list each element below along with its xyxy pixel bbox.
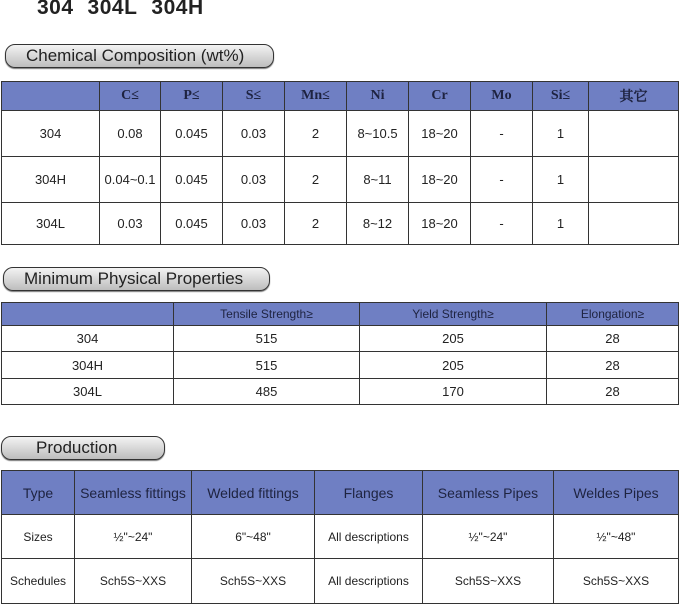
col-header (2, 303, 174, 326)
chemical-header-row (2, 82, 679, 111)
table-cell: 18~20 (409, 157, 471, 203)
table-cell: 304 (2, 111, 100, 157)
table-cell: 28 (547, 379, 679, 405)
table-cell: 0.03 (223, 157, 285, 203)
col-header-c: C≤ (100, 82, 161, 111)
table-cell: 205 (360, 352, 547, 379)
col-header-tensile: Tensile Strength≥ (174, 303, 360, 326)
physical-header-row (2, 303, 679, 326)
table-cell: 2 (285, 203, 347, 245)
col-header-mo: Mo (471, 82, 533, 111)
table-cell: 0.04~0.1 (100, 157, 161, 203)
table-cell: Schedules (2, 559, 75, 604)
table-cell: 0.08 (100, 111, 161, 157)
table-cell: All descriptions (315, 515, 423, 559)
table-cell: 304H (2, 157, 100, 203)
table-cell (589, 203, 679, 245)
table-cell: 18~20 (409, 111, 471, 157)
col-header-ni: Ni (347, 82, 409, 111)
table-cell: 0.03 (100, 203, 161, 245)
col-header (2, 82, 100, 111)
table-cell (589, 157, 679, 203)
grade-304h: 304H (151, 0, 204, 19)
table-cell: 304 (2, 326, 174, 352)
col-header-seamless-fittings: Seamless fittings (75, 471, 192, 515)
col-header-p: P≤ (161, 82, 223, 111)
col-header-seamless-pipes: Seamless Pipes (423, 471, 554, 515)
table-cell: 8~11 (347, 157, 409, 203)
table-cell: Sch5S~XXS (423, 559, 554, 604)
table-cell: Sch5S~XXS (192, 559, 315, 604)
table-cell: 170 (360, 379, 547, 405)
physical-table (1, 302, 679, 405)
table-cell: All descriptions (315, 559, 423, 604)
table-cell: 18~20 (409, 203, 471, 245)
table-row (2, 326, 679, 352)
table-row (2, 379, 679, 405)
table-cell: 515 (174, 352, 360, 379)
grade-304l: 304L (87, 0, 138, 19)
table-cell: Sch5S~XXS (554, 559, 679, 604)
col-header-yield: Yield Strength≥ (360, 303, 547, 326)
table-cell: 1 (533, 157, 589, 203)
table-cell: 205 (360, 326, 547, 352)
table-cell: 485 (174, 379, 360, 405)
table-cell: 304L (2, 379, 174, 405)
col-header-type: Type (2, 471, 75, 515)
table-cell (589, 111, 679, 157)
table-cell: Sch5S~XXS (75, 559, 192, 604)
table-cell: ½"~48" (554, 515, 679, 559)
col-header-s: S≤ (223, 82, 285, 111)
table-cell: ½"~24" (423, 515, 554, 559)
table-row (2, 111, 679, 157)
table-cell: 2 (285, 111, 347, 157)
table-cell: ½"~24" (75, 515, 192, 559)
table-row (2, 157, 679, 203)
table-row (2, 352, 679, 379)
col-header-flanges: Flanges (315, 471, 423, 515)
production-table (1, 470, 679, 604)
table-cell: 8~10.5 (347, 111, 409, 157)
production-header-row (2, 471, 679, 515)
table-row (2, 559, 679, 604)
table-cell: 2 (285, 157, 347, 203)
grade-304: 304 (37, 0, 74, 19)
table-cell: - (471, 157, 533, 203)
table-cell: 304L (2, 203, 100, 245)
table-cell: 515 (174, 326, 360, 352)
chemical-table (1, 81, 679, 245)
chemical-section-title: Chemical Composition (wt%) (5, 44, 274, 68)
table-cell: 1 (533, 111, 589, 157)
table-cell: 28 (547, 352, 679, 379)
table-cell: 0.045 (161, 111, 223, 157)
page-title (37, 0, 218, 20)
table-cell: - (471, 203, 533, 245)
physical-section-title: Minimum Physical Properties (3, 267, 270, 291)
table-cell: 6"~48" (192, 515, 315, 559)
col-header-mn: Mn≤ (285, 82, 347, 111)
col-header-welded-fittings: Welded fittings (192, 471, 315, 515)
col-header-other: 其它 (589, 82, 679, 111)
table-cell: 304H (2, 352, 174, 379)
table-row (2, 203, 679, 245)
table-cell: 0.045 (161, 157, 223, 203)
col-header-si: Si≤ (533, 82, 589, 111)
table-row (2, 515, 679, 559)
production-section-title: Production (1, 436, 165, 460)
table-cell: - (471, 111, 533, 157)
table-cell: 0.03 (223, 203, 285, 245)
table-cell: 0.045 (161, 203, 223, 245)
col-header-weldes-pipes: Weldes Pipes (554, 471, 679, 515)
table-cell: 8~12 (347, 203, 409, 245)
col-header-cr: Cr (409, 82, 471, 111)
table-cell: 0.03 (223, 111, 285, 157)
col-header-elongation: Elongation≥ (547, 303, 679, 326)
table-cell: 1 (533, 203, 589, 245)
table-cell: 28 (547, 326, 679, 352)
table-cell: Sizes (2, 515, 75, 559)
